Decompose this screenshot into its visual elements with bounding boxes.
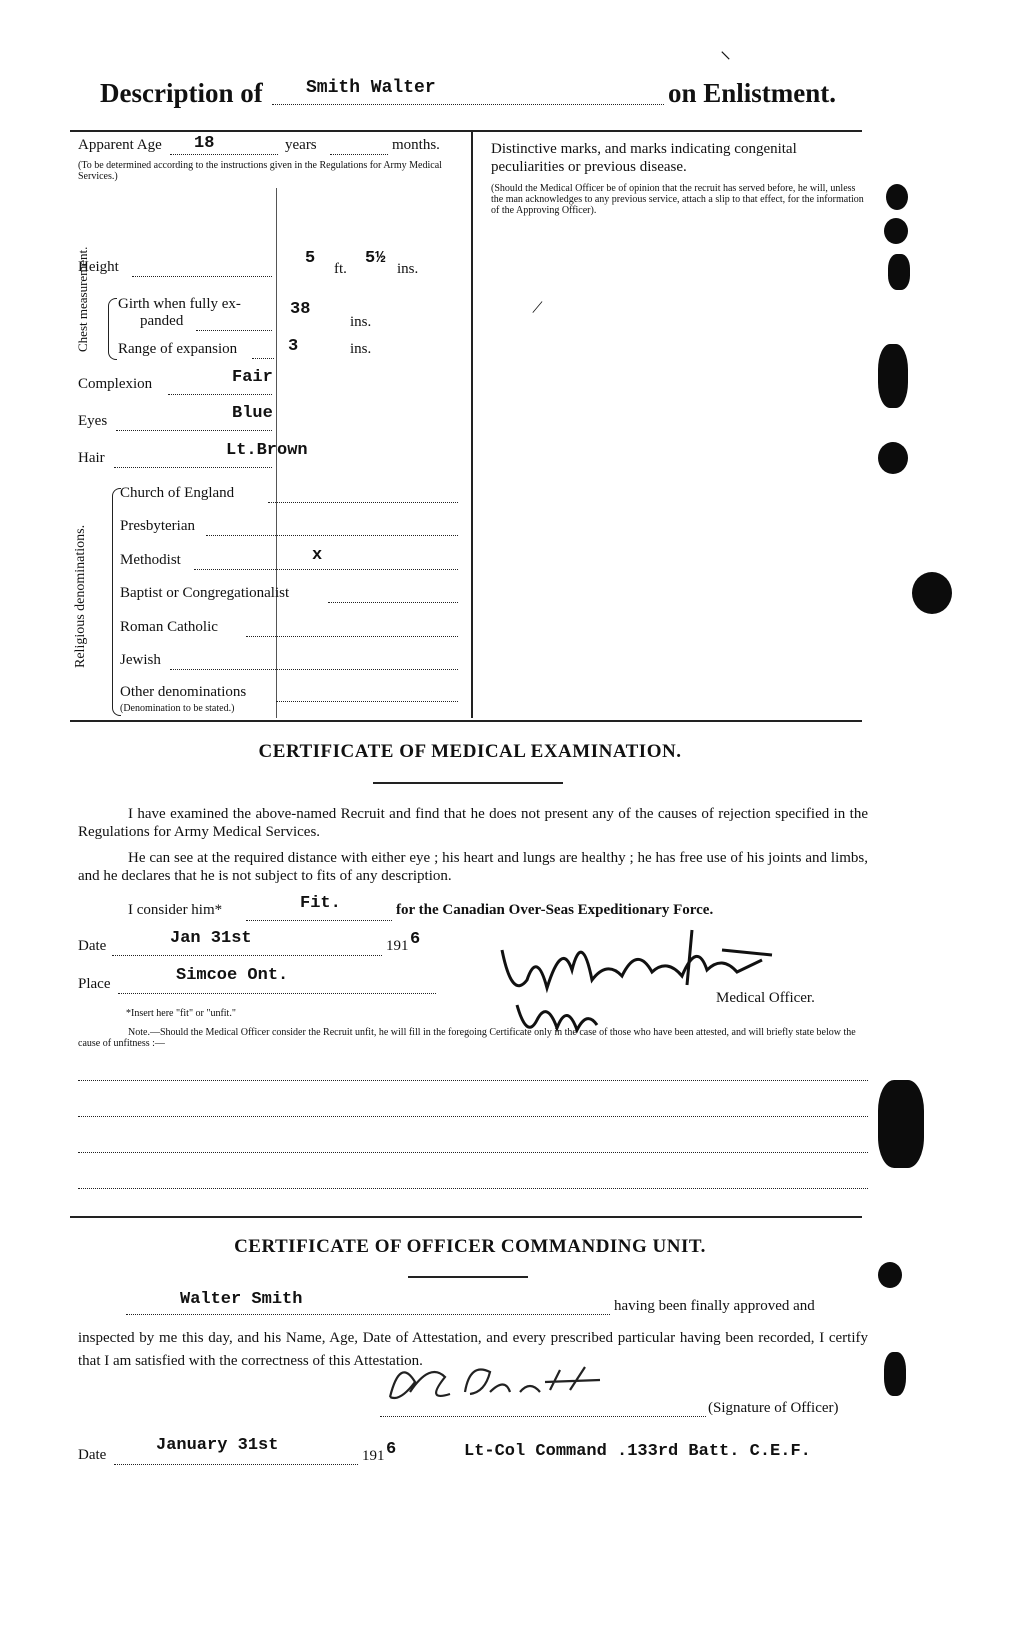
place-value: Simcoe Ont. — [176, 966, 289, 985]
medical-date-label: Date — [78, 938, 107, 954]
commanding-date-label: Date — [78, 1447, 107, 1463]
religion-line-7 — [276, 701, 458, 702]
binding-hole-9 — [884, 1352, 906, 1396]
binding-hole-6 — [912, 572, 952, 614]
religion-presbyterian: Presbyterian — [120, 518, 195, 534]
commanding-officer-signature — [370, 1352, 670, 1412]
header-description-of: Description of — [100, 78, 263, 108]
title-rule — [373, 782, 563, 784]
religion-line-2 — [206, 535, 458, 536]
religion-baptist: Baptist or Congregationalist — [120, 585, 290, 601]
distinctive-marks-heading: Distinctive marks, and marks indicating congenital peculiarities or previous disease. — [491, 141, 797, 175]
medical-paragraph-2: He can see at the required distance with either eye ; his heart and lungs are healthy ; he has free use of his joints and limbs, and he declares that he is not subject to fits of any description. — [78, 850, 868, 884]
range-label: Range of expansion — [118, 341, 238, 357]
header-on-enlistment: on Enlistment. — [668, 78, 837, 108]
denomination-note: (Denomination to be stated.) — [120, 703, 235, 714]
range-value: 3 — [288, 337, 299, 356]
religion-roman-catholic: Roman Catholic — [120, 619, 218, 635]
religion-methodist: Methodist — [120, 552, 181, 568]
commanding-para-start: having been finally approved and — [614, 1298, 815, 1314]
age-line — [170, 154, 278, 155]
religion-line-6 — [170, 669, 458, 670]
unfit-line-1 — [78, 1080, 868, 1081]
eyes-line — [116, 430, 272, 431]
complexion-value: Fair — [232, 368, 273, 387]
religion-line-3 — [194, 569, 458, 570]
religion-church-of-england: Church of England — [120, 485, 235, 501]
commanding-name-line — [126, 1314, 610, 1315]
medical-officer-label: Medical Officer. — [716, 990, 815, 1006]
medical-year-prefix: 191 — [386, 938, 409, 954]
girth-label-2: panded — [140, 313, 184, 329]
height-line — [132, 276, 272, 277]
months-label: months. — [392, 137, 440, 153]
unfit-line-2 — [78, 1116, 868, 1117]
consider-suffix: for the Canadian Over-Seas Expeditionary Force. — [396, 902, 714, 918]
unfit-note: Note.—Should the Medical Officer consider the Recruit unfit, he will fill in the foregoing Certificate only in the case of those who have been attested, and will briefly state below the cause of unfitness :— — [78, 1027, 856, 1049]
place-line — [118, 993, 436, 994]
fit-value: Fit. — [300, 894, 341, 913]
eyes-value: Blue — [232, 404, 273, 423]
ft-label: ft. — [334, 261, 347, 277]
binding-hole-2 — [884, 218, 908, 244]
methodist-mark: x — [312, 546, 323, 565]
chest-brace — [108, 298, 117, 360]
hair-label: Hair — [78, 450, 105, 466]
signature-label: (Signature of Officer) — [708, 1400, 839, 1416]
range-line — [252, 358, 274, 359]
section-divider — [70, 1216, 862, 1218]
eyes-label: Eyes — [78, 413, 108, 429]
binding-hole-5 — [878, 442, 908, 474]
girth-line — [196, 330, 272, 331]
place-label: Place — [78, 976, 111, 992]
months-line — [330, 154, 388, 155]
religion-line-4 — [328, 602, 458, 603]
medical-date-value: Jan 31st — [170, 929, 252, 948]
distinctive-marks-note: (Should the Medical Officer be of opinion that the recruit has served before, he will, unless the man acknowledges to any previous service, attach a slip to that effect, for the information of the Approving Officer). — [491, 183, 864, 216]
binding-hole-7 — [878, 1080, 924, 1168]
complexion-label: Complexion — [78, 376, 153, 392]
apparent-age-label: Apparent Age — [78, 137, 162, 153]
height-in-value: 5½ — [365, 249, 386, 268]
ins-label: ins. — [397, 261, 419, 277]
medical-paragraph-1: I have examined the above-named Recruit and find that he does not present any of the causes of rejection specified in the Regulations for Army Medical Services. — [78, 806, 868, 840]
table-column-divider — [471, 130, 473, 718]
complexion-line — [168, 394, 272, 395]
religion-line-5 — [246, 636, 458, 637]
insert-note: *Insert here "fit" or "unfit." — [126, 1008, 236, 1019]
medical-certificate-title: CERTIFICATE OF MEDICAL EXAMINATION. — [258, 741, 682, 762]
religion-jewish: Jewish — [120, 652, 161, 668]
commanding-title-rule — [408, 1276, 528, 1278]
age-value: 18 — [194, 134, 215, 153]
stray-tick: | — [531, 299, 545, 315]
table-top-border — [70, 130, 862, 132]
age-note: (To be determined according to the instructions given in the Regulations for Army Medical Services.) — [78, 160, 442, 182]
height-label: Height — [78, 259, 119, 275]
stray-mark: ⸌ — [720, 47, 732, 72]
commanding-name-value: Walter Smith — [180, 1290, 303, 1309]
girth-unit: ins. — [350, 314, 372, 330]
header-name-line — [272, 104, 664, 105]
unfit-line-3 — [78, 1152, 868, 1153]
chest-side-label: Chest measurement. — [75, 246, 90, 352]
table-bottom-border — [70, 720, 862, 722]
binding-hole-8 — [878, 1262, 902, 1288]
hair-line — [114, 467, 272, 468]
medical-date-line — [112, 955, 382, 956]
religion-line-1 — [268, 502, 458, 503]
fit-line — [246, 920, 392, 921]
consider-prefix: I consider him* — [128, 902, 223, 918]
commanding-certificate-title: CERTIFICATE OF OFFICER COMMANDING UNIT. — [234, 1236, 706, 1257]
commanding-date-value: January 31st — [156, 1436, 279, 1455]
range-unit: ins. — [350, 341, 372, 357]
recruit-name: Smith Walter — [306, 78, 436, 98]
height-ft-value: 5 — [305, 249, 316, 268]
signature-line — [380, 1416, 706, 1417]
hair-value: Lt.Brown — [226, 441, 308, 460]
commanding-rank-value: Lt-Col Command .133rd Batt. C.E.F. — [464, 1442, 811, 1461]
commanding-paragraph: inspected by me this day, and his Name, Age, Date of Attestation, and every prescribed particular having been recorded, I certify that I am satisfied with the correctness of this Attestation. — [78, 1330, 868, 1369]
girth-label-1: Girth when fully ex- — [118, 296, 241, 312]
unfit-line-4 — [78, 1188, 868, 1189]
years-label: years — [285, 137, 317, 153]
commanding-date-line — [114, 1464, 358, 1465]
medical-year-digit: 6 — [410, 930, 421, 949]
religion-other: Other denominations — [120, 684, 247, 700]
girth-value: 38 — [290, 300, 311, 319]
commanding-year-prefix: 191 — [362, 1448, 385, 1464]
binding-hole-4 — [878, 344, 908, 408]
commanding-year-digit: 6 — [386, 1440, 397, 1459]
binding-hole-3 — [888, 254, 910, 290]
religion-side-label: Religious denominations. — [73, 524, 88, 668]
binding-hole-1 — [886, 184, 908, 210]
